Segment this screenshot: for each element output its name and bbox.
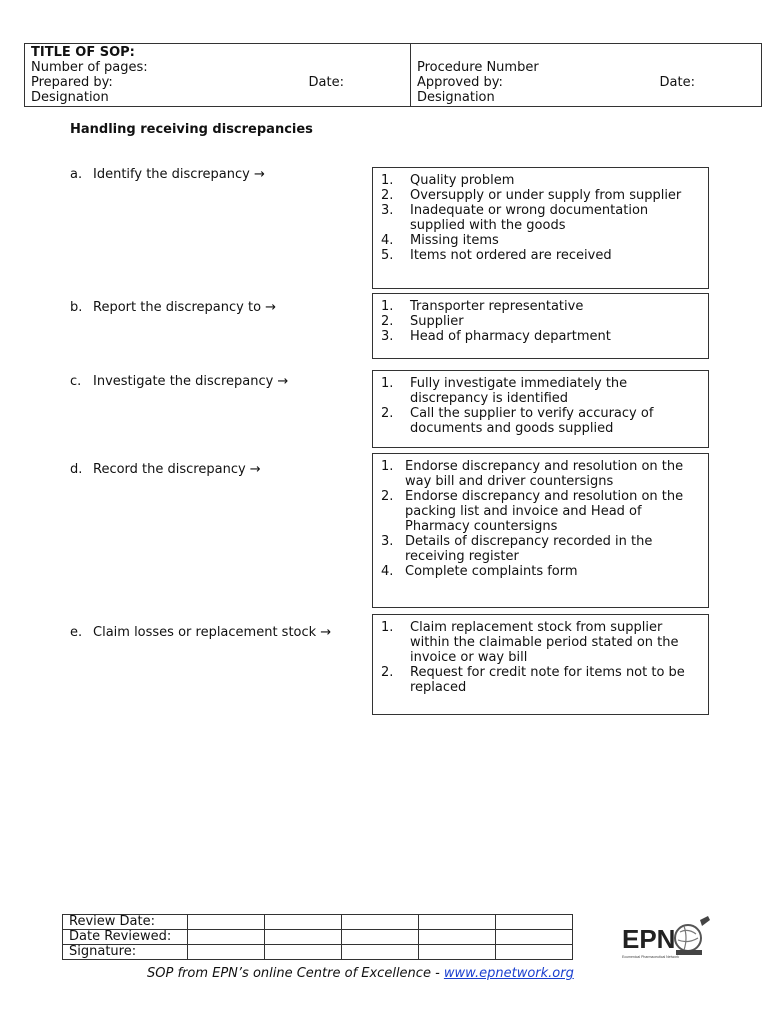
step-label: Claim losses or replacement stock → xyxy=(93,625,332,640)
review-cell[interactable] xyxy=(419,930,496,945)
list-item: 3. Inadequate or wrong documentation supplied with the goods xyxy=(381,203,649,233)
list-item: 2. Request for credit note for items not to be replaced xyxy=(381,665,685,695)
table-row xyxy=(63,945,573,960)
step-b-box xyxy=(372,293,709,359)
list-item: 1. Quality problem xyxy=(381,173,515,188)
pages-label: Number of pages: xyxy=(31,60,148,75)
list-item: 1. Claim replacement stock from supplier within the claimable period stated on the invoice or way bill xyxy=(381,620,679,665)
step-e xyxy=(70,625,331,640)
date-reviewed-label: Date Reviewed: xyxy=(63,930,188,945)
prepared-label: Prepared by: xyxy=(31,75,113,90)
designation-left: Designation xyxy=(31,90,109,105)
procedure-label: Procedure Number xyxy=(417,60,539,75)
review-cell[interactable] xyxy=(188,930,265,945)
review-cell[interactable] xyxy=(188,915,265,930)
review-cell[interactable] xyxy=(188,945,265,960)
review-cell[interactable] xyxy=(265,945,342,960)
review-cell[interactable] xyxy=(265,915,342,930)
review-date-label: Review Date: xyxy=(63,915,188,930)
table-row xyxy=(63,930,573,945)
step-label: Record the discrepancy → xyxy=(93,462,261,477)
step-c-box xyxy=(372,370,709,448)
step-letter: e. xyxy=(70,625,83,640)
list-item: 2. Endorse discrepancy and resolution on the packing list and invoice and Head of Pharmacy countersigns xyxy=(381,489,684,534)
list-item: 3. Head of pharmacy department xyxy=(381,329,611,344)
review-cell[interactable] xyxy=(419,915,496,930)
step-a xyxy=(70,167,265,182)
logo-text: EPN xyxy=(622,924,676,954)
date-label-left: Date: xyxy=(308,75,344,90)
approved-label: Approved by: xyxy=(417,75,503,90)
step-label: Investigate the discrepancy → xyxy=(93,374,289,389)
list-item: 1. Endorse discrepancy and resolution on the way bill and driver countersigns xyxy=(381,459,684,489)
step-letter: d. xyxy=(70,462,83,477)
header-right-cell xyxy=(411,44,762,107)
list-item: 2. Oversupply or under supply from supplier xyxy=(381,188,682,203)
pestle-icon xyxy=(700,916,710,926)
step-letter: c. xyxy=(70,374,82,389)
review-cell[interactable] xyxy=(496,945,573,960)
step-letter: a. xyxy=(70,167,83,182)
list-item: 1. Transporter representative xyxy=(381,299,584,314)
title-label: TITLE OF SOP: xyxy=(31,45,135,60)
date-label-right: Date: xyxy=(659,75,695,90)
footer xyxy=(147,966,574,981)
table-row xyxy=(63,915,573,930)
step-label: Report the discrepancy to → xyxy=(93,300,277,315)
section-heading: Handling receiving discrepancies xyxy=(70,122,313,137)
step-letter: b. xyxy=(70,300,83,315)
header-left-cell xyxy=(25,44,411,107)
review-cell[interactable] xyxy=(496,930,573,945)
list-item: 2. Supplier xyxy=(381,314,464,329)
list-item: 4. Complete complaints form xyxy=(381,564,578,579)
footer-link[interactable]: www.epnetwork.org xyxy=(443,966,574,981)
list-item: 3. Details of discrepancy recorded in the receiving register xyxy=(381,534,653,564)
signature-label: Signature: xyxy=(63,945,188,960)
step-e-box xyxy=(372,614,709,715)
list-item: 1. Fully investigate immediately the discrepancy is identified xyxy=(381,376,628,406)
review-cell[interactable] xyxy=(342,930,419,945)
step-d xyxy=(70,462,261,477)
mortar-base-icon xyxy=(676,950,702,955)
footer-text: SOP from EPN’s online Centre of Excellence - xyxy=(147,966,444,981)
list-item: 4. Missing items xyxy=(381,233,499,248)
review-table xyxy=(62,914,573,960)
logo-tagline: Ecumenical Pharmaceutical Network xyxy=(622,955,679,959)
step-a-box xyxy=(372,167,709,289)
step-label: Identify the discrepancy → xyxy=(93,167,265,182)
review-cell[interactable] xyxy=(496,915,573,930)
designation-right: Designation xyxy=(417,90,495,105)
review-cell[interactable] xyxy=(342,915,419,930)
review-cell[interactable] xyxy=(342,945,419,960)
epn-logo xyxy=(618,914,714,962)
step-d-box xyxy=(372,453,709,608)
review-cell[interactable] xyxy=(265,930,342,945)
list-item: 2. Call the supplier to verify accuracy of documents and goods supplied xyxy=(381,406,654,436)
list-item: 5. Items not ordered are received xyxy=(381,248,612,263)
step-b xyxy=(70,300,276,315)
sop-header-table xyxy=(24,43,762,107)
review-cell[interactable] xyxy=(419,945,496,960)
step-c xyxy=(70,374,288,389)
globe-lines-icon xyxy=(678,926,698,950)
